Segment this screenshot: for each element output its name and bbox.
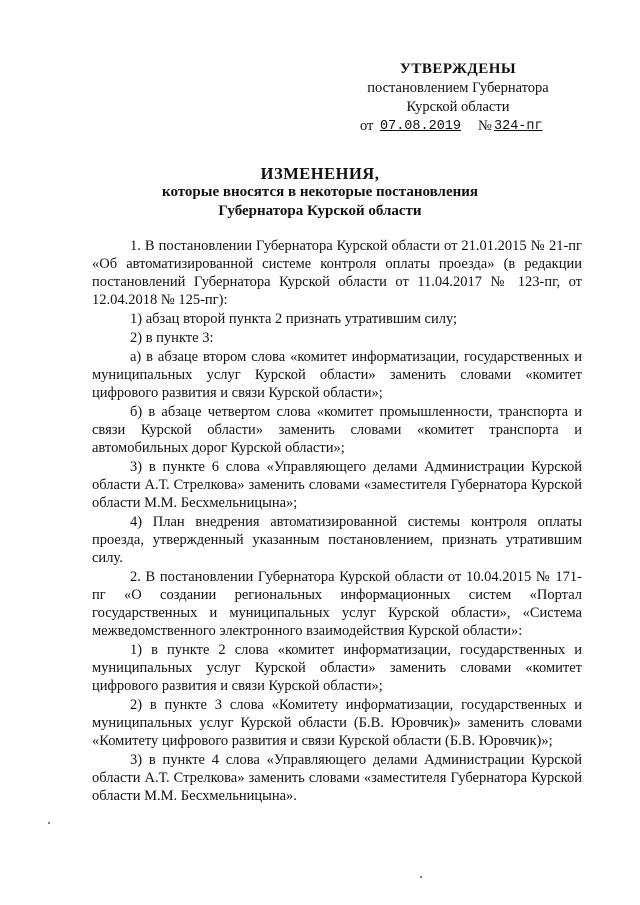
number-label: № <box>478 118 492 134</box>
approval-line-2: Курской области <box>406 99 510 115</box>
approval-heading: УТВЕРЖДЕНЫ <box>399 61 517 77</box>
document-title: ИЗМЕНЕНИЯ, <box>260 164 380 183</box>
document-subtitle-1: которые вносятся в некоторые постановления <box>162 184 478 200</box>
approval-block <box>358 60 558 137</box>
approval-date: 07.08.2019 <box>380 119 462 134</box>
paragraph-2-2: 2) в пункте 3 слова «Комитету информатизации, государственных и муниципальных услуг Курской области (Б.В. Юровчик)» заменить словами «Комитету цифрового развития и связи Курской области (Б.В. Юровчик)»; <box>92 697 582 749</box>
approval-number: 324-пг <box>494 119 543 134</box>
paragraph-1-3: 3) в пункте 6 слова «Управляющего делами Администрации Курской области А.Т. Стрелкова» заменить словами «заместителя Губернатора Курской области М.М. Бесхмельницына»; <box>92 459 582 511</box>
document-subtitle-2: Губернатора Курской области <box>218 203 422 219</box>
paragraph-2-3: 3) в пункте 4 слова «Управляющего делами Администрации Курской области А.Т. Стрелкова» заменить словами «заместителя Губернатора Курской области М.М. Бесхмельницына». <box>92 752 582 804</box>
document-body <box>92 237 582 806</box>
paragraph-1-4: 4) План внедрения автоматизированной системы контроля оплаты проезда, утвержденный указанным постановлением, признать утратившим силу. <box>92 514 582 566</box>
paragraph-1-1: 1) абзац второй пункта 2 признать утратившим силу; <box>130 311 458 327</box>
approval-line-1: постановлением Губернатора <box>367 80 549 96</box>
scan-speck <box>48 822 50 824</box>
from-label: от <box>360 118 374 134</box>
approval-date-line <box>358 117 558 137</box>
paragraph-1-2-a: а) в абзаце втором слова «комитет информатизации, государственных и муниципальных услуг Курской области» заменить словами «комитет цифрового развития и связи Курской области»; <box>92 349 582 401</box>
scan-speck <box>420 876 422 878</box>
paragraph-1-2: 2) в пункте 3: <box>130 330 214 346</box>
paragraph-1-2-b: б) в абзаце четвертом слова «комитет промышленности, транспорта и связи Курской области» заменить словами «комитет транспорта и автомобильных дорог Курской области»; <box>92 404 582 456</box>
paragraph-2-1: 1) в пункте 2 слова «комитет информатизации, государственных и муниципальных услуг Курской области» заменить словами «комитет цифрового развития и связи Курской области»; <box>92 642 582 694</box>
paragraph-2: 2. В постановлении Губернатора Курской области от 10.04.2015 № 171-пг «О создании региональных информационных систем «Портал государственных и муниципальных услуг Курской области», «Система межведомственного электронного взаимодействия Курской области»: <box>92 569 582 639</box>
paragraph-1: 1. В постановлении Губернатора Курской области от 21.01.2015 № 21-пг «Об автоматизированной системе контроля оплаты проезда» (в редакции постановлений Губернатора Курской области от 11.04.2017 № 123-пг, от 12.04.2018 № 125-пг): <box>92 238 582 308</box>
